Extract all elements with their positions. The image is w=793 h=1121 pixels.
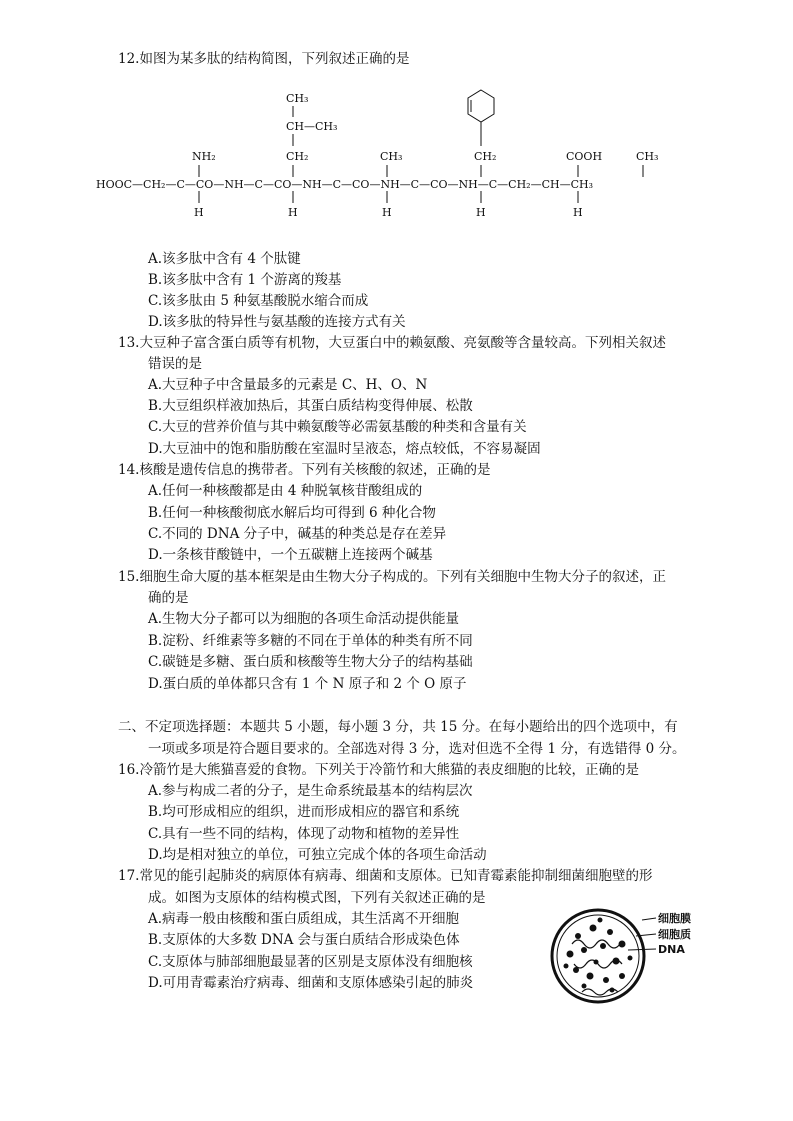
q15-stem-cont: 确的是	[148, 590, 189, 606]
q15-option-d: D.蛋白质的单体都只含有 1 个 N 原子和 2 个 O 原子	[148, 676, 467, 692]
q17-option-c: C.支原体与肺部细胞最显著的区别是支原体没有细胞核	[148, 954, 473, 970]
q12-stem: 12.如图为某多肽的结构简图，下列叙述正确的是	[118, 51, 410, 67]
ch3-top: CH₃	[286, 92, 309, 105]
q12-option-b: B.该多肽中含有 1 个游离的羧基	[148, 272, 342, 288]
q14-option-b: B.任何一种核酸彻底水解后均可得到 6 种化合物	[148, 505, 436, 521]
q13-option-a: A.大豆种子中含量最多的元素是 C、H、O、N	[148, 377, 428, 393]
h-atom-5: H	[573, 206, 583, 219]
q14-option-d: D.一条核苷酸链中，一个五碳糖上连接两个碱基	[148, 547, 433, 563]
q12-option-a: A.该多肽中含有 4 个肽键	[148, 251, 301, 267]
benzene-ring-icon	[468, 90, 494, 122]
mycoplasma-figure	[548, 906, 768, 1006]
label-cell-membrane: 细胞膜	[658, 912, 691, 925]
q17-stem-cont: 成。如图为支原体的结构模式图，下列有关叙述正确的是	[148, 890, 486, 906]
cooh-group: COOH	[566, 150, 603, 163]
q17-option-d: D.可用青霉素治疗病毒、细菌和支原体感染引起的肺炎	[148, 975, 474, 991]
q17-stem: 17.常见的能引起肺炎的病原体有病毒、细菌和支原体。已知青霉素能抑制细菌细胞壁的形	[118, 868, 653, 884]
main-chain-text: HOOC—CH₂—C—CO—NH—C—CO—NH—C—CO—NH—C—CO—NH—C—CH₂—CH—CH₃	[96, 178, 594, 191]
q13-stem-cont: 错误的是	[148, 356, 202, 372]
q16-option-d: D.均是相对独立的单位，可独立完成个体的各项生命活动	[148, 847, 487, 863]
q15-stem: 15.细胞生命大厦的基本框架是由生物大分子构成的。下列有关细胞中生物大分子的叙述，正	[118, 569, 666, 585]
h-atom-3: H	[382, 206, 392, 219]
h-atom-4: H	[476, 206, 486, 219]
ch-ch3-group: CH—CH₃	[286, 120, 338, 133]
ch3-ala: CH₃	[380, 150, 403, 163]
q15-option-b: B.淀粉、纤维素等多糖的不同在于单体的种类有所不同	[148, 633, 473, 649]
q12-option-c: C.该多肽由 5 种氨基酸脱水缩合而成	[148, 293, 369, 309]
q16-option-b: B.均可形成相应的组织，进而形成相应的器官和系统	[148, 804, 460, 820]
h-atom-2: H	[288, 206, 298, 219]
polypeptide-structure-diagram	[90, 84, 710, 234]
q13-option-b: B.大豆组织样液加热后，其蛋白质结构变得伸展、松散	[148, 398, 473, 414]
q14-stem: 14.核酸是遗传信息的携带者。下列有关核酸的叙述，正确的是	[118, 462, 491, 478]
ch2-leu: CH₂	[286, 150, 309, 163]
q15-option-a: A.生物大分子都可以为细胞的各项生命活动提供能量	[148, 611, 460, 627]
q13-stem: 13.大豆种子富含蛋白质等有机物，大豆蛋白中的赖氨酸、亮氨酸等含量较高。下列相关叙述	[118, 335, 666, 351]
q14-option-a: A.任何一种核酸都是由 4 种脱氧核苷酸组成的	[148, 483, 423, 499]
q16-stem: 16.冷箭竹是大熊猫喜爱的食物。下列关于冷箭竹和大熊猫的表皮细胞的比较，正确的是	[118, 762, 639, 778]
q12-option-d: D.该多肽的特异性与氨基酸的连接方式有关	[148, 314, 406, 330]
label-dna: DNA	[658, 943, 685, 956]
ch2-phe: CH₂	[474, 150, 497, 163]
section-2-heading-cont: 一项或多项是符合题目要求的。全部选对得 3 分，选对但选不全得 1 分，有选错得 0 分。	[148, 741, 686, 757]
q13-option-d: D.大豆油中的饱和脂肪酸在室温时呈液态，熔点较低，不容易凝固	[148, 441, 541, 457]
ch3-end: CH₃	[636, 150, 659, 163]
section-2-heading: 二、不定项选择题：本题共 5 小题，每小题 3 分，共 15 分。在每小题给出的四个选项中，有	[118, 719, 678, 735]
q16-option-c: C.具有一些不同的结构，体现了动物和植物的差异性	[148, 826, 460, 842]
q17-option-b: B.支原体的大多数 DNA 会与蛋白质结合形成染色体	[148, 932, 460, 948]
q16-option-a: A.参与构成二者的分子，是生命系统最基本的结构层次	[148, 783, 473, 799]
q13-option-c: C.大豆的营养价值与其中赖氨酸等必需氨基酸的种类和含量有关	[148, 419, 527, 435]
membrane-pointer	[642, 918, 656, 920]
label-cytoplasm: 细胞质	[658, 928, 691, 941]
h-atom-1: H	[194, 206, 204, 219]
q17-option-a: A.病毒一般由核酸和蛋白质组成，其生活离不开细胞	[148, 911, 460, 927]
q14-option-c: C.不同的 DNA 分子中，碱基的种类总是存在差异	[148, 526, 447, 542]
nh2-group: NH₂	[192, 150, 216, 163]
q15-option-c: C.碳链是多糖、蛋白质和核酸等生物大分子的结构基础	[148, 654, 473, 670]
